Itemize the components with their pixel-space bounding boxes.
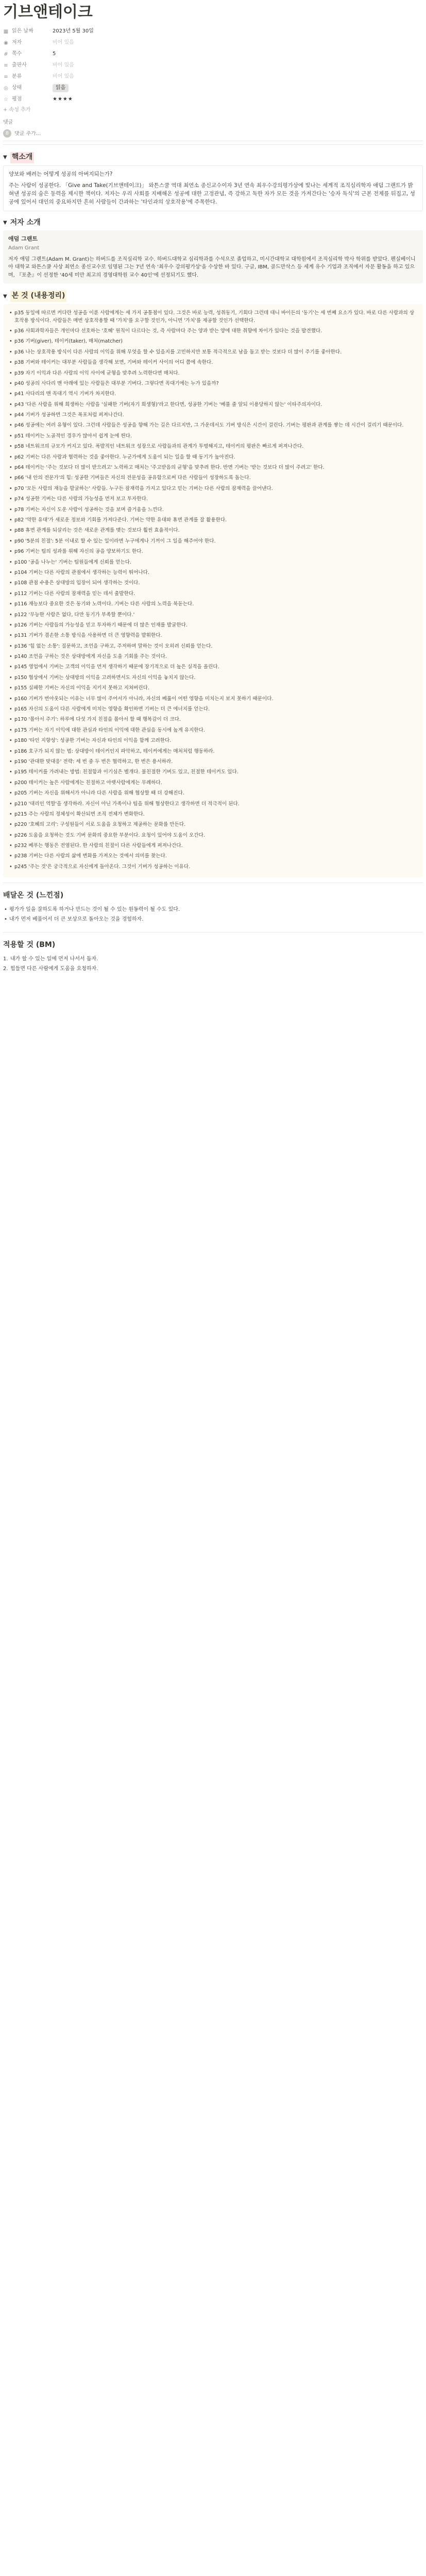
star-icon: ☆ <box>4 96 8 103</box>
property-value[interactable] <box>53 61 74 70</box>
list-item: • p39 자기 이익과 다른 사람의 이익 사이에 균형을 맞추려 노력한다면 매처다. <box>8 368 418 379</box>
list-number: 2. <box>3 966 8 972</box>
list-item <box>3 964 423 974</box>
property-key <box>3 95 53 104</box>
divider <box>3 932 423 933</box>
user-icon: ◉ <box>4 40 8 46</box>
list-item: • p88 휴면 관계를 되살리는 것은 새로운 관계를 맺는 것보다 훨씬 효율적이다. <box>8 526 418 536</box>
list-item: • p36 사회과학자들은 개인마다 선호하는 '호혜' 원칙이 다르다는 것, 즉 사람마다 주는 양과 받는 양에 대한 취향에 차이가 있다는 것을 발견했다. <box>8 326 418 336</box>
list-item: • p245 '주는 것'은 궁극적으로 자신에게 돌아온다. 그것이 기버가 성공하는 이유다. <box>8 862 418 872</box>
property-list <box>3 26 423 105</box>
property-key-label: 읽은 날짜 <box>12 28 33 35</box>
list-item: • p36 나는 상호작용 방식이 다른 사람의 이익을 위해 무엇을 할 수 있을지를 고민하지만 보통 적극적으로 남을 돕고 받는 것보다 더 많이 주기를 좋아한다. <box>8 347 418 358</box>
property-row[interactable] <box>3 71 423 82</box>
list-item: • p122 '무능한 사람은 없다, 다만 동기가 부족할 뿐이다.' <box>8 610 418 620</box>
text-icon: ≡ <box>4 74 8 80</box>
list-item: • p195 테이커를 가려내는 방법: 친절함과 이기심은 별개다. 불친절한 기버도 있고, 친절한 테이커도 있다. <box>8 767 418 777</box>
list-item: • p136 '힘 없는 소통': 질문하고, 조언을 구하고, 주저하며 말하는 것이 오히려 신뢰를 얻는다. <box>8 641 418 652</box>
property-value[interactable] <box>53 39 74 47</box>
impressions-list <box>3 904 423 927</box>
list-item: • p150 협상에서 기버는 상대방의 이익을 고려하면서도 자신의 이익을 놓치지 않는다. <box>8 673 418 683</box>
author-sub: Adam Grant <box>8 245 40 251</box>
list-item <box>3 954 423 964</box>
author-body: 저자 애덤 그랜트(Adam M. Grant)는 하버드를 조직심리학 교수. 하버드대학교 심리학과를 수석으로 졸업하고, 미시간대학교 대학원에서 조직심리학 박사 학위를 받았다. 펜실베이니아 대학교 와튼스쿨 사상 최연소 종신교수로 임명된 그는 7년 연속 '최우수 강의평가상'을 수상한 바 있다. 구글, IBM, 골드만삭스 등 세계 유수 기업과 조직에서 자문 활동을 하고 있으며, 『포춘』이 선정한 '40세 미만 최고의 경영대학원 교수 40인'에 선정되기도 했다. <box>8 256 416 278</box>
list-item: • p186 호구가 되지 않는 법: 상대방이 테이커인지 파악하고, 테이커에게는 매처처럼 행동하라. <box>8 747 418 757</box>
list-item: • p155 실패한 기버는 자신의 이익을 지키지 못하고 지쳐버린다. <box>8 683 418 693</box>
property-value-text: 비어 있음 <box>53 74 74 80</box>
property-row[interactable] <box>3 82 423 94</box>
section-title-clip: 본 것 (내용정리) <box>10 291 67 302</box>
list-item: • p215 주는 사람의 정체성이 확산되면 조직 전체가 변화한다. <box>8 809 418 820</box>
section-title-apply <box>3 938 423 953</box>
status-badge: 읽음 <box>53 84 69 92</box>
property-row[interactable] <box>3 37 423 48</box>
list-item: • p66 '내 안의 전문가'의 힘: 성공한 기버들은 자신의 전문성을 공유함으로써 다른 사람들이 성장하도록 돕는다. <box>8 473 418 483</box>
list-item: • p78 기버는 자신이 도운 사람이 성공하는 것을 보며 즐거움을 느낀다. <box>8 505 418 515</box>
triangle-down-icon: ▼ <box>3 155 7 161</box>
list-item: • p160 기버가 번아웃되는 이유는 너무 많이 주어서가 아니라, 자신의 베풂이 어떤 영향을 미치는지 보지 못하기 때문이다. <box>8 694 418 704</box>
property-key-label: 저자 <box>12 40 22 46</box>
list-item: • p210 '대리인 역할'을 생각하라. 자신이 아닌 가족이나 팀을 위해 협상한다고 생각하면 더 적극적이 된다. <box>8 799 418 809</box>
property-value[interactable] <box>53 84 69 92</box>
list-item: • p46 성공에는 여러 유형이 있다. 그런데 사람들은 성공을 향해 가는 길은 다르지만, 그 가운데서도 기버 방식은 시간이 걸린다. 기버는 평판과 관계를 쌓는 데 시간이 걸리기 때문이다. <box>8 420 418 431</box>
avatar: B <box>3 129 11 138</box>
list-item: • p40 성공의 사다리 맨 아래에 있는 사람들은 대부분 기버다. 그렇다면 꼭대기에는 누가 있을까? <box>8 379 418 389</box>
property-row[interactable] <box>3 60 423 71</box>
list-item: • p175 기버는 자기 이익에 대한 관심과 타인의 이익에 대한 관심을 동시에 높게 유지한다. <box>8 725 418 736</box>
property-key-label: 상태 <box>12 85 22 91</box>
author-box <box>3 230 423 283</box>
property-row[interactable] <box>3 26 423 37</box>
property-value-text: 5 <box>53 51 56 57</box>
clip-list <box>3 304 423 877</box>
property-key <box>3 84 53 92</box>
page <box>0 0 426 976</box>
page-title[interactable]: 기브앤테이크 <box>3 3 93 21</box>
list-item: • p232 베푸는 행동은 전염된다. 한 사람의 친절이 다른 사람들에게 퍼져나간다. <box>8 841 418 851</box>
list-item: • p58 네트워크의 규모가 커지고 있다. 폭발적인 네트워크 성장으로 사람들과의 관계가 투명해지고, 테이커의 평판은 빠르게 퍼져나간다. <box>8 442 418 452</box>
property-value-text: 비어 있음 <box>53 62 74 69</box>
list-item: • p62 기버는 다른 사람과 협력하는 것을 좋아한다. 누군가에게 도움이 되는 일을 할 때 동기가 높아진다. <box>8 452 418 463</box>
toggle-core[interactable] <box>3 149 423 165</box>
add-property-button[interactable]: + 속성 추가 <box>3 107 31 113</box>
property-key <box>3 61 53 70</box>
list-item: • p64 테이커는 '주는 것보다 더 많이 받으려고' 노력하고 매처는 '주고받음의 균형'을 맞추려 한다. 반면 기버는 '받는 것보다 더 많이 주려고' 한다. <box>8 463 418 473</box>
list-item: • p226 도움을 요청하는 것도 기버 문화의 중요한 부분이다. 요청이 있어야 도움이 오간다. <box>8 831 418 841</box>
list-item: • p108 관점 수용은 상대방의 입장이 되어 생각하는 것이다. <box>8 578 418 588</box>
list-item: • p180 '타인 지향성': 성공한 기버는 자신과 타인의 이익을 함께 고려한다. <box>8 736 418 746</box>
apply-list <box>3 953 423 976</box>
list-item: • p205 기버는 자신을 위해서가 아니라 다른 사람을 위해 협상할 때 더 강해진다. <box>8 788 418 799</box>
list-item: • p38 기버와 테이커는 대부분 사람들을 생각해 보면, 기버와 테이커 사이의 어디 쯤에 속한다. <box>8 358 418 368</box>
comment-box <box>3 126 423 141</box>
comment-input[interactable] <box>14 131 169 137</box>
property-row[interactable] <box>3 94 423 105</box>
property-value-text: 비어 있음 <box>53 40 74 46</box>
list-item: • p145 영업에서 기버는 고객의 이익을 먼저 생각하기 때문에 장기적으로 더 높은 실적을 올린다. <box>8 662 418 672</box>
list-item: • p74 성공한 기버는 다른 사람의 가능성을 먼저 보고 투자한다. <box>8 494 418 504</box>
property-key-label: 분류 <box>12 74 22 80</box>
list-item-text: 내가 할 수 있는 일에 먼저 나서서 돕자. <box>10 956 98 962</box>
triangle-down-icon: ▼ <box>3 219 7 226</box>
triangle-down-icon: ▼ <box>3 293 7 299</box>
core-body: 주는 사람이 성공한다. 「Give and Take(기브앤테이크)」 와튼스쿨 역대 최연소 종신교수이자 3년 연속 최우수강의평가상에 빛나는 세계적 조직심리학자 애덤 그랜트가 밝혀낸 성공의 숨은 동력을 제시한 책이다. 저자는 우리 사회를 지배해온 성공에 대한 고정관념, 즉 강하고 독한 자가 모든 것을 가져간다는 '승자 독식'의 근본 전제를 뒤집고, 성공에 있어서 대인의 중요하지만 흔히 사람들이 간과하는 '타인과의 상호작용'에 주목한다. <box>9 182 415 206</box>
list-item: • p90 '5분의 친절': 5분 이내로 할 수 있는 일이라면 누구에게나 기꺼이 그 일을 해주어야 한다. <box>8 536 418 547</box>
list-item: • p96 기버는 팀의 성과를 위해 자신의 공을 양보하기도 한다. <box>8 547 418 557</box>
list-item: • 평가가 일을 잘하도록 하거나 만드는 것이 될 수 있는 원동력이 될 수도 있다. <box>3 905 423 915</box>
list-item: • p131 기버가 겸손한 소통 방식을 사용하면 더 큰 영향력을 발휘한다. <box>8 631 418 641</box>
list-item: • p200 테이커는 높은 사람에게는 친절하고 아랫사람에게는 무례하다. <box>8 778 418 788</box>
property-key <box>3 27 53 36</box>
property-row[interactable] <box>3 48 423 60</box>
property-value[interactable] <box>53 73 74 81</box>
property-key <box>3 39 53 47</box>
list-number: 1. <box>3 956 8 962</box>
core-callout <box>3 165 423 211</box>
section-title-core: 핵소개 <box>10 152 35 163</box>
list-item: • p104 기버는 다른 사람의 관점에서 생각하는 능력이 뛰어나다. <box>8 568 418 578</box>
rating-stars: ★★★★ <box>53 96 73 103</box>
property-key-label: 평점 <box>12 96 22 103</box>
list-item: • p43 '다른 사람을 위해 희생하는 사람을 '실패한 기버(자기 희생형)'라고 한다면, 성공한 기버는 '베풀 줄 알되 이용당하지 않는' 이타주의자이다. <box>8 400 418 410</box>
list-item-text: 힘들면 다른 사람에게 도움을 요청하자. <box>10 966 98 972</box>
list-item: • p82 '약한 유대'가 새로운 정보와 기회를 가져다준다. 기버는 약한 유대와 휴면 관계를 잘 활용한다. <box>8 515 418 526</box>
list-item: • p238 기버는 다른 사람의 삶에 변화를 가져오는 것에서 의미를 찾는다. <box>8 851 418 861</box>
calendar-icon: ▦ <box>3 28 9 35</box>
author-name: 애덤 그랜트 <box>8 235 38 243</box>
list-item: • p44 기버가 성공하면 그것은 폭포처럼 퍼져나간다. <box>8 410 418 420</box>
property-key <box>3 73 53 81</box>
property-key-label: 쪽수 <box>12 51 22 57</box>
list-item: • p220 '호혜의 고리': 구성원들이 서로 도움을 요청하고 제공하는 문화를 만든다. <box>8 820 418 830</box>
property-value[interactable] <box>53 95 73 104</box>
list-item: • p165 자신의 도움이 다른 사람에게 미치는 영향을 확인하면 기버는 더 큰 에너지를 얻는다. <box>8 704 418 715</box>
status-icon: ◎ <box>4 85 8 91</box>
list-item: • p36 기버(giver), 테이커(taker), 매처(matcher) <box>8 336 418 347</box>
list-item: • p170 '몰아서 주기': 하루에 다섯 가지 친절을 몰아서 할 때 행복감이 더 크다. <box>8 715 418 725</box>
list-item: • 내가 먼저 베풀어서 더 큰 보상으로 돌아오는 것을 경험하자. <box>3 914 423 925</box>
core-question: 양보와 배려는 어떻게 성공의 아버지되는가? <box>9 171 113 177</box>
toggle-clip[interactable] <box>3 287 423 304</box>
property-key <box>3 50 53 58</box>
list-item: • p51 테이커는 노골적인 경우가 많아서 쉽게 눈에 띈다. <box>8 431 418 442</box>
list-item: • p116 재능보다 중요한 것은 동기와 노력이다. 기버는 다른 사람의 노력을 북돋는다. <box>8 599 418 609</box>
list-item: • p190 '관대한 맞대응' 전략: 세 번 중 두 번은 협력하고, 한 번은 용서하라. <box>8 757 418 767</box>
property-value[interactable] <box>53 27 94 36</box>
list-item: • p112 기버는 다른 사람의 잠재력을 믿는 데서 출발한다. <box>8 589 418 599</box>
impressions-heading: 배달온 것 (느낀점) <box>3 891 64 900</box>
properties-panel <box>3 26 423 145</box>
text-icon: ≡ <box>4 62 8 69</box>
list-item: • p140 조언을 구하는 것은 상대방에게 자신을 도울 기회를 주는 것이다. <box>8 652 418 662</box>
apply-heading: 적용할 것 (BM) <box>3 940 56 949</box>
property-value-text: 2023년 5월 30일 <box>53 28 94 35</box>
section-title-impressions <box>3 888 423 904</box>
list-item: • p100 '공을 나누는' 기버는 팀원들에게 신뢰를 얻는다. <box>8 557 418 568</box>
list-item: • p126 기버는 사람들의 가능성을 믿고 투자하기 때문에 더 많은 인재를 발굴한다. <box>8 620 418 631</box>
list-item: • p41 사다리의 맨 꼭대기 역시 기버가 차지한다. <box>8 389 418 399</box>
toggle-author[interactable] <box>3 214 423 231</box>
hash-icon: # <box>4 51 8 57</box>
property-key-label: 출판사 <box>12 62 27 69</box>
section-title-author: 저자 소개 <box>10 218 41 227</box>
property-value[interactable] <box>53 50 56 58</box>
list-item: • p35 동일에 따르면 커다란 성공을 이룬 사람에게는 세 가지 공통점이 있다. 그것은 바로 능력, 성취동기, 기회다 그런데 대니 바이든의 '동기'는 세 번째 요소가 있다. 바로 다른 사람과의 상호작용 방식이다. 사람들은 매번 상호작용할 때 '가치'를 요구할 것인가, 아니면 '가치'를 제공할 것인가 선택한다. <box>8 308 418 326</box>
list-item: • p70 '모든 사람의 재능을 발굴하는' 사람들. 누구든 잠재력을 가지고 있다고 믿는 기버는 다른 사람의 잠재력을 끌어낸다. <box>8 484 418 494</box>
comments-label: 댓글 <box>3 119 13 125</box>
